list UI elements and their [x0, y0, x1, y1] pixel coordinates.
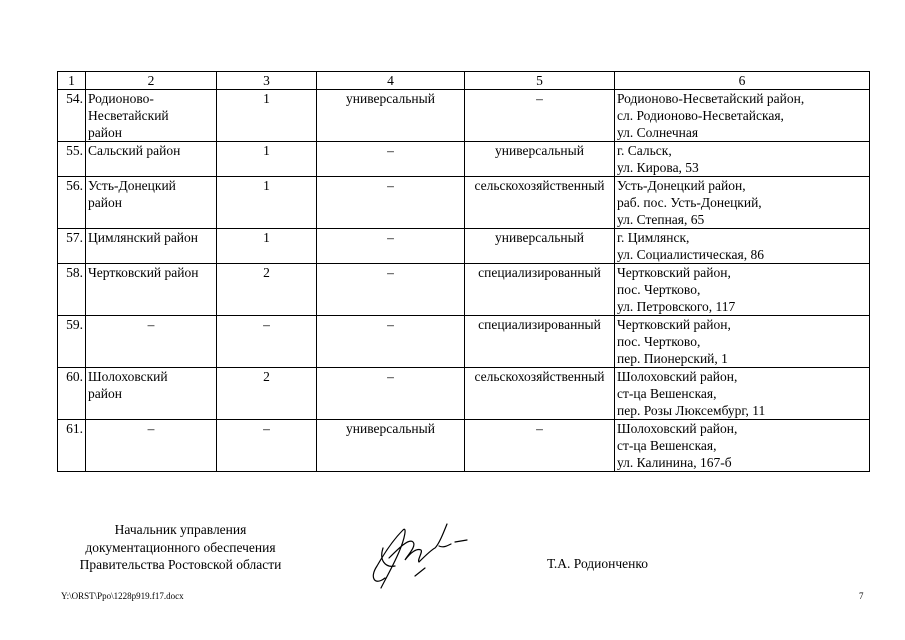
cell-value: сельскохозяйственный	[474, 178, 605, 193]
row-number: 61.	[66, 421, 83, 436]
address-cell	[615, 420, 870, 472]
address-line: ул. Степная, 65	[617, 212, 705, 227]
value-cell-c5	[465, 368, 615, 420]
row-number: 57.	[66, 230, 83, 245]
header-cell: 3	[217, 72, 317, 90]
cell-value: –	[387, 178, 394, 193]
address-line: ул. Калинина, 167-б	[617, 455, 732, 470]
address-line: г. Сальск,	[617, 143, 672, 158]
value-cell-c5	[465, 420, 615, 472]
cell-value: –	[387, 143, 394, 158]
cell-value: –	[387, 317, 394, 332]
value-cell-c3	[217, 142, 317, 177]
row-number: 54.	[66, 91, 83, 106]
district-cell	[86, 368, 217, 420]
address-line: ст-ца Вешенская,	[617, 438, 717, 453]
table-row	[58, 229, 870, 264]
cell-value: специализированный	[478, 317, 601, 332]
cell-value: –	[263, 421, 270, 436]
address-cell	[615, 229, 870, 264]
table-row	[58, 420, 870, 472]
row-number: 60.	[66, 369, 83, 384]
row-number-cell	[58, 229, 86, 264]
page-number: 7	[859, 591, 864, 601]
table-row	[58, 368, 870, 420]
header-cell: 5	[465, 72, 615, 90]
table-row	[58, 264, 870, 316]
district-line: Шолоховский	[88, 369, 168, 384]
address-cell	[615, 316, 870, 368]
cell-value: –	[387, 265, 394, 280]
cell-value: –	[536, 91, 543, 106]
header-cell: 4	[317, 72, 465, 90]
address-cell	[615, 177, 870, 229]
value-cell-c4	[317, 90, 465, 142]
row-number: 58.	[66, 265, 83, 280]
district-cell	[86, 420, 217, 472]
cell-value: –	[263, 317, 270, 332]
district-cell	[86, 90, 217, 142]
district-line: район	[88, 195, 122, 210]
signatory-position	[63, 521, 298, 574]
header-cell: 2	[86, 72, 217, 90]
address-cell	[615, 264, 870, 316]
district-cell	[86, 264, 217, 316]
district-cell	[86, 316, 217, 368]
address-line: раб. пос. Усть-Донецкий,	[617, 195, 762, 210]
value-cell-c4	[317, 264, 465, 316]
address-cell	[615, 142, 870, 177]
district-line: район	[88, 125, 122, 140]
cell-value: универсальный	[346, 421, 435, 436]
header-cell: 6	[615, 72, 870, 90]
position-line: Правительства Ростовской области	[79, 557, 282, 572]
table-row	[58, 177, 870, 229]
address-line: г. Цимлянск,	[617, 230, 690, 245]
cell-value: –	[387, 230, 394, 245]
position-line: документационного обеспечения	[85, 539, 276, 555]
address-line: ул. Социалистическая, 86	[617, 247, 764, 262]
district-line: Цимлянский район	[88, 230, 199, 245]
district-cell	[86, 229, 217, 264]
cell-value: 1	[263, 178, 270, 193]
district-line: район	[88, 386, 122, 401]
cell-value: универсальный	[495, 230, 584, 245]
address-line: Родионово-Несветайский район,	[617, 91, 805, 106]
address-line: пос. Чертково,	[617, 334, 701, 349]
address-cell	[615, 90, 870, 142]
value-cell-c4	[317, 316, 465, 368]
cell-value: 2	[263, 369, 270, 384]
table-row	[58, 142, 870, 177]
data-table	[57, 71, 870, 472]
address-line: пер. Пионерский, 1	[617, 351, 728, 366]
row-number: 56.	[66, 178, 83, 193]
cell-value: сельскохозяйственный	[474, 369, 605, 384]
value-cell-c4	[317, 229, 465, 264]
row-number-cell	[58, 316, 86, 368]
district-line: –	[147, 317, 155, 332]
handwritten-signature	[355, 508, 475, 598]
row-number: 59.	[66, 317, 83, 332]
district-line: Чертковский район	[88, 265, 199, 280]
address-line: пер. Розы Люксембург, 11	[617, 403, 766, 418]
address-line: пос. Чертково,	[617, 282, 701, 297]
value-cell-c5	[465, 177, 615, 229]
cell-value: –	[387, 369, 394, 384]
position-line: Начальник управления	[114, 522, 247, 537]
address-line: ст-ца Вешенская,	[617, 386, 717, 401]
value-cell-c5	[465, 264, 615, 316]
cell-value: универсальный	[346, 91, 435, 106]
address-line: ул. Солнечная	[617, 125, 699, 140]
address-line: Усть-Донецкий район,	[617, 178, 746, 193]
cell-value: универсальный	[495, 143, 584, 158]
value-cell-c4	[317, 177, 465, 229]
row-number: 55.	[66, 143, 83, 158]
table-header-row	[58, 72, 870, 90]
address-cell	[615, 368, 870, 420]
file-path: Y:\ORST\Ppo\1228p919.f17.docx	[61, 591, 184, 601]
cell-value: специализированный	[478, 265, 601, 280]
row-number-cell	[58, 264, 86, 316]
value-cell-c5	[465, 316, 615, 368]
address-line: ул. Кирова, 53	[617, 160, 699, 175]
cell-value: 1	[263, 230, 270, 245]
address-line: ул. Петровского, 117	[617, 299, 736, 314]
district-cell	[86, 142, 217, 177]
district-cell	[86, 177, 217, 229]
row-number-cell	[58, 142, 86, 177]
table-row	[58, 316, 870, 368]
value-cell-c4	[317, 368, 465, 420]
address-line: Шолоховский район,	[617, 369, 738, 384]
table-row	[58, 90, 870, 142]
district-line: Усть-Донецкий	[88, 178, 176, 193]
address-line: Чертковский район,	[617, 265, 731, 280]
district-line: –	[147, 421, 155, 436]
district-line: Сальский район	[88, 143, 181, 158]
row-number-cell	[58, 177, 86, 229]
row-number-cell	[58, 90, 86, 142]
value-cell-c5	[465, 142, 615, 177]
district-line: Несветайский	[88, 108, 169, 123]
address-line: Шолоховский район,	[617, 421, 738, 436]
signer-name: Т.А. Родионченко	[547, 556, 648, 571]
value-cell-c3	[217, 177, 317, 229]
district-line: Родионово-	[88, 91, 154, 106]
value-cell-c3	[217, 229, 317, 264]
value-cell-c5	[465, 90, 615, 142]
row-number-cell	[58, 368, 86, 420]
value-cell-c4	[317, 420, 465, 472]
header-cell: 1	[58, 72, 86, 90]
cell-value: 2	[263, 265, 270, 280]
cell-value: 1	[263, 143, 270, 158]
value-cell-c4	[317, 142, 465, 177]
row-number-cell	[58, 420, 86, 472]
value-cell-c3	[217, 90, 317, 142]
cell-value: –	[536, 421, 543, 436]
value-cell-c3	[217, 264, 317, 316]
cell-value: 1	[263, 91, 270, 106]
address-line: сл. Родионово-Несветайская,	[617, 108, 784, 123]
value-cell-c3	[217, 316, 317, 368]
value-cell-c5	[465, 229, 615, 264]
address-line: Чертковский район,	[617, 317, 731, 332]
value-cell-c3	[217, 368, 317, 420]
value-cell-c3	[217, 420, 317, 472]
